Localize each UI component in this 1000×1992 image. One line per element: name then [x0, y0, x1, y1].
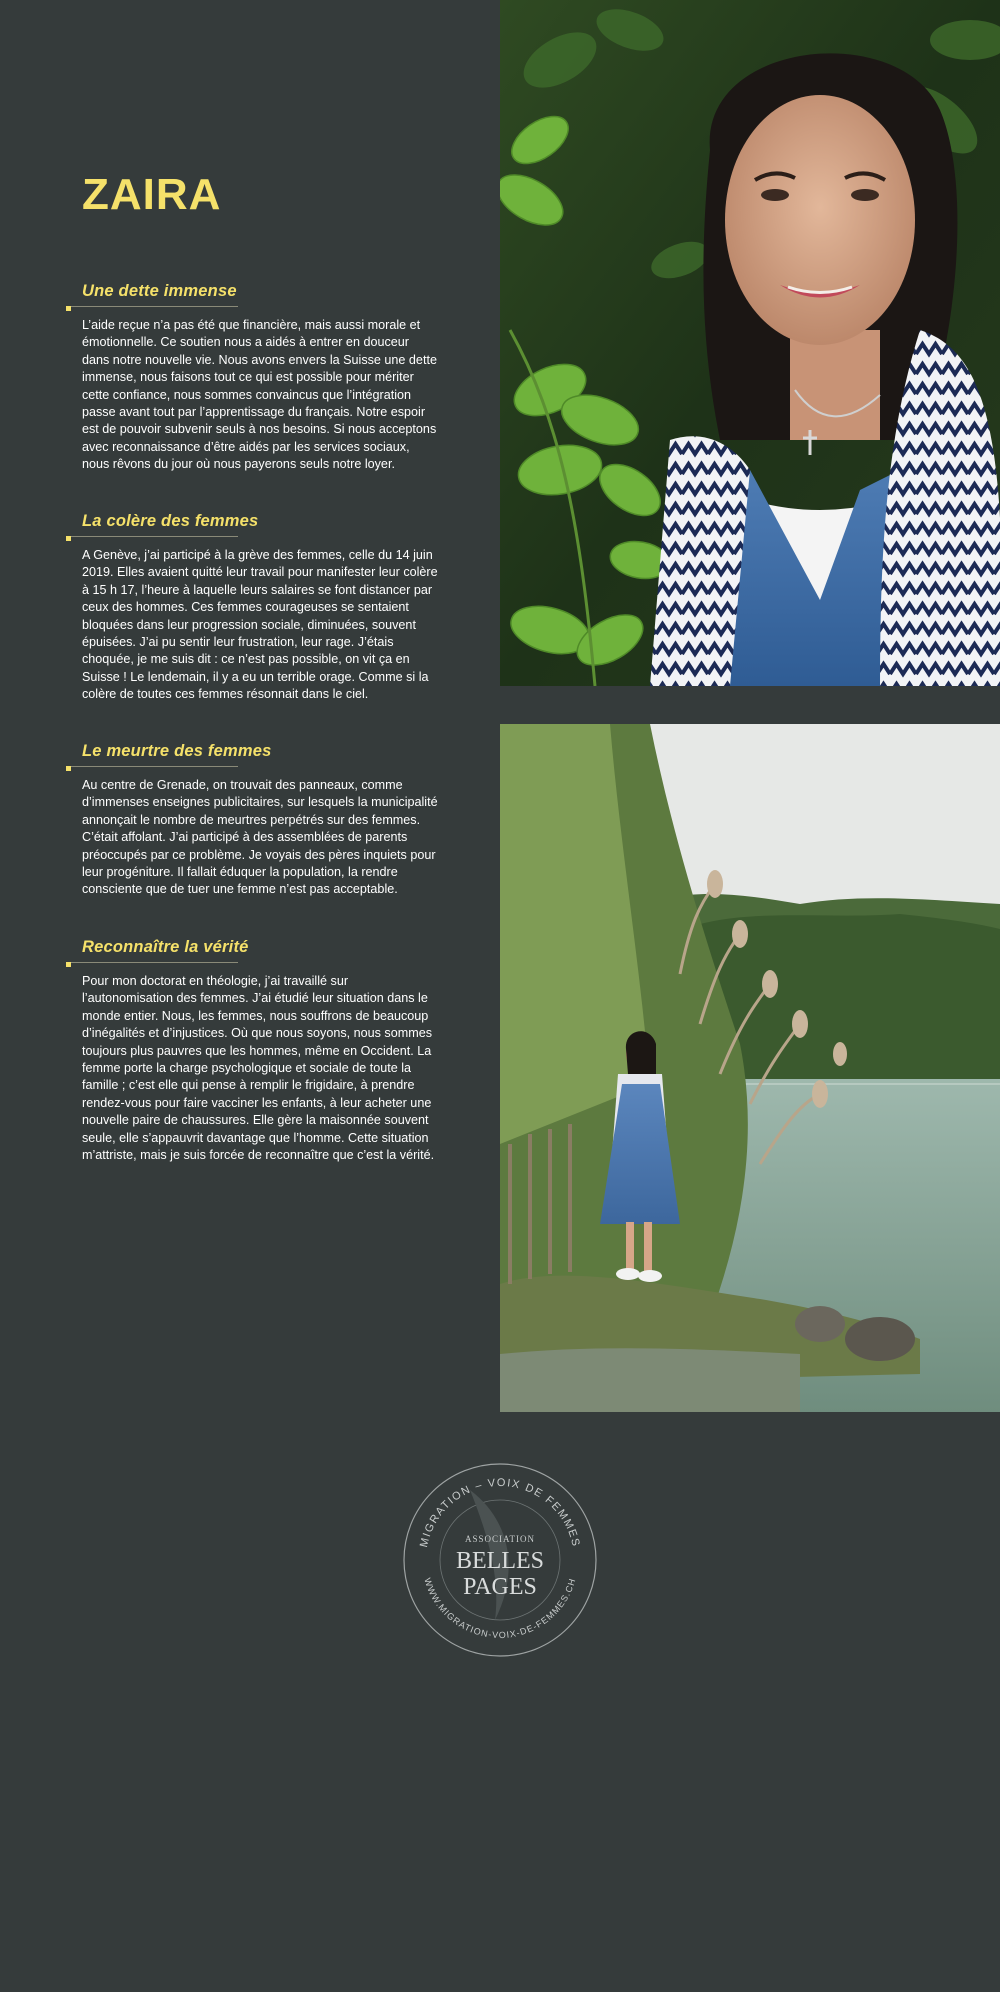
section-heading: Une dette immense [82, 282, 237, 300]
section-heading: La colère des femmes [82, 512, 259, 530]
portrait-photo [500, 0, 1000, 686]
logo-ring-bottom: WWW.MIGRATION-VOIX-DE-FEMMES.CH [422, 1576, 578, 1641]
section-heading-block [82, 742, 438, 767]
person-name-title: ZAIRA [82, 170, 222, 219]
section-heading: Reconnaître la vérité [82, 938, 249, 956]
heading-marker [66, 306, 71, 311]
heading-marker [66, 536, 71, 541]
section-heading: Le meurtre des femmes [82, 742, 272, 760]
text-column [0, 0, 500, 1420]
section-body: L’aide reçue n’a pas été que financière, mais aussi morale et émotionnelle. Ce soutien nous a aidés à entrer en douceur dans notre nouvelle vie. Nous avons envers la Suisse une dette immense, nous faisons tout ce qui est possible pour mériter cette confiance, nous sommes convaincus que l’intégration passe avant tout par l’apprentissage du français. Notre espoir est de pouvoir subvenir seuls à nos besoins. Si nous acceptons avec reconnaissance d’être aidés par les services sociaux, nous rêvons du jour où nous payerons seuls notre loyer. [82, 318, 437, 472]
association-logo [400, 1460, 600, 1660]
section-la-colere-des-femmes [82, 512, 438, 704]
section-body: Au centre de Grenade, on trouvait des panneaux, comme d’immenses enseignes publicitaires, sur lesquels la municipalité annonçait le nombre de meurtres perpétrés sur des femmes. C’était affolant. J’ai participé à des assemblées de parents préoccupés par ce problème. Je voyais des pères inquiets pour leur progéniture. Il fallait éduquer la population, la rendre consciente que de tuer une femme n’est pas acceptable. [82, 778, 438, 897]
heading-rule [66, 536, 238, 537]
section-le-meurtre-des-femmes [82, 742, 438, 899]
heading-rule [66, 306, 238, 307]
section-heading-block [82, 512, 438, 537]
section-body: Pour mon doctorat en théologie, j’ai travaillé sur l’autonomisation des femmes. J’ai étudié leur situation dans le monde entier. Nous, les femmes, nous souffrons de beaucoup d’inégalités et d’injustices. Où que nous soyons, nous sommes toujours plus pauvres que les hommes, même en Occident. La femme porte la charge psychologique et sociale de toute la famille ; c’est elle qui pense à remplir le frigidaire, à prendre rendez-vous pour faire vacciner les enfants, à leur acheter une nouvelle paire de chaussures. Elle gère la maisonnée souvent seule, elle s’appauvrit davantage que l’homme. Cette situation m’attriste, mais je suis forcée de reconnaître que c’est la vérité. [82, 974, 435, 1163]
heading-rule [66, 766, 238, 767]
section-une-dette-immense [82, 282, 438, 474]
heading-rule [66, 962, 238, 963]
logo-line2: BELLES [456, 1548, 544, 1574]
landscape-photo [500, 724, 1000, 1412]
section-heading-block [82, 282, 438, 307]
logo-ring-top: MIGRATION – VOIX DE FEMMES [418, 1476, 582, 1549]
section-reconnaitre-la-verite [82, 938, 438, 1164]
section-body: A Genève, j’ai participé à la grève des femmes, celle du 14 juin 2019. Elles avaient quitté leur travail pour manifester leur colère à 15 h 17, l’heure à laquelle leurs salaires se font distancer par ceux des hommes. Ces femmes courageuses se sentaient bloquées dans leur progression sociale, diminuées, souvent épuisées. J’ai pu sentir leur frustration, leur rage. J’étais choquée, je me suis dit : ce n’est pas possible, on vit ça en Suisse ! Le lendemain, il y a eu un terrible orage. Comme si la colère de toutes ces femmes résonnait dans le ciel. [82, 548, 438, 702]
logo-line3: PAGES [463, 1574, 537, 1600]
logo-line1: ASSOCIATION [464, 1534, 536, 1544]
heading-marker [66, 962, 71, 967]
section-heading-block [82, 938, 438, 963]
heading-marker [66, 766, 71, 771]
